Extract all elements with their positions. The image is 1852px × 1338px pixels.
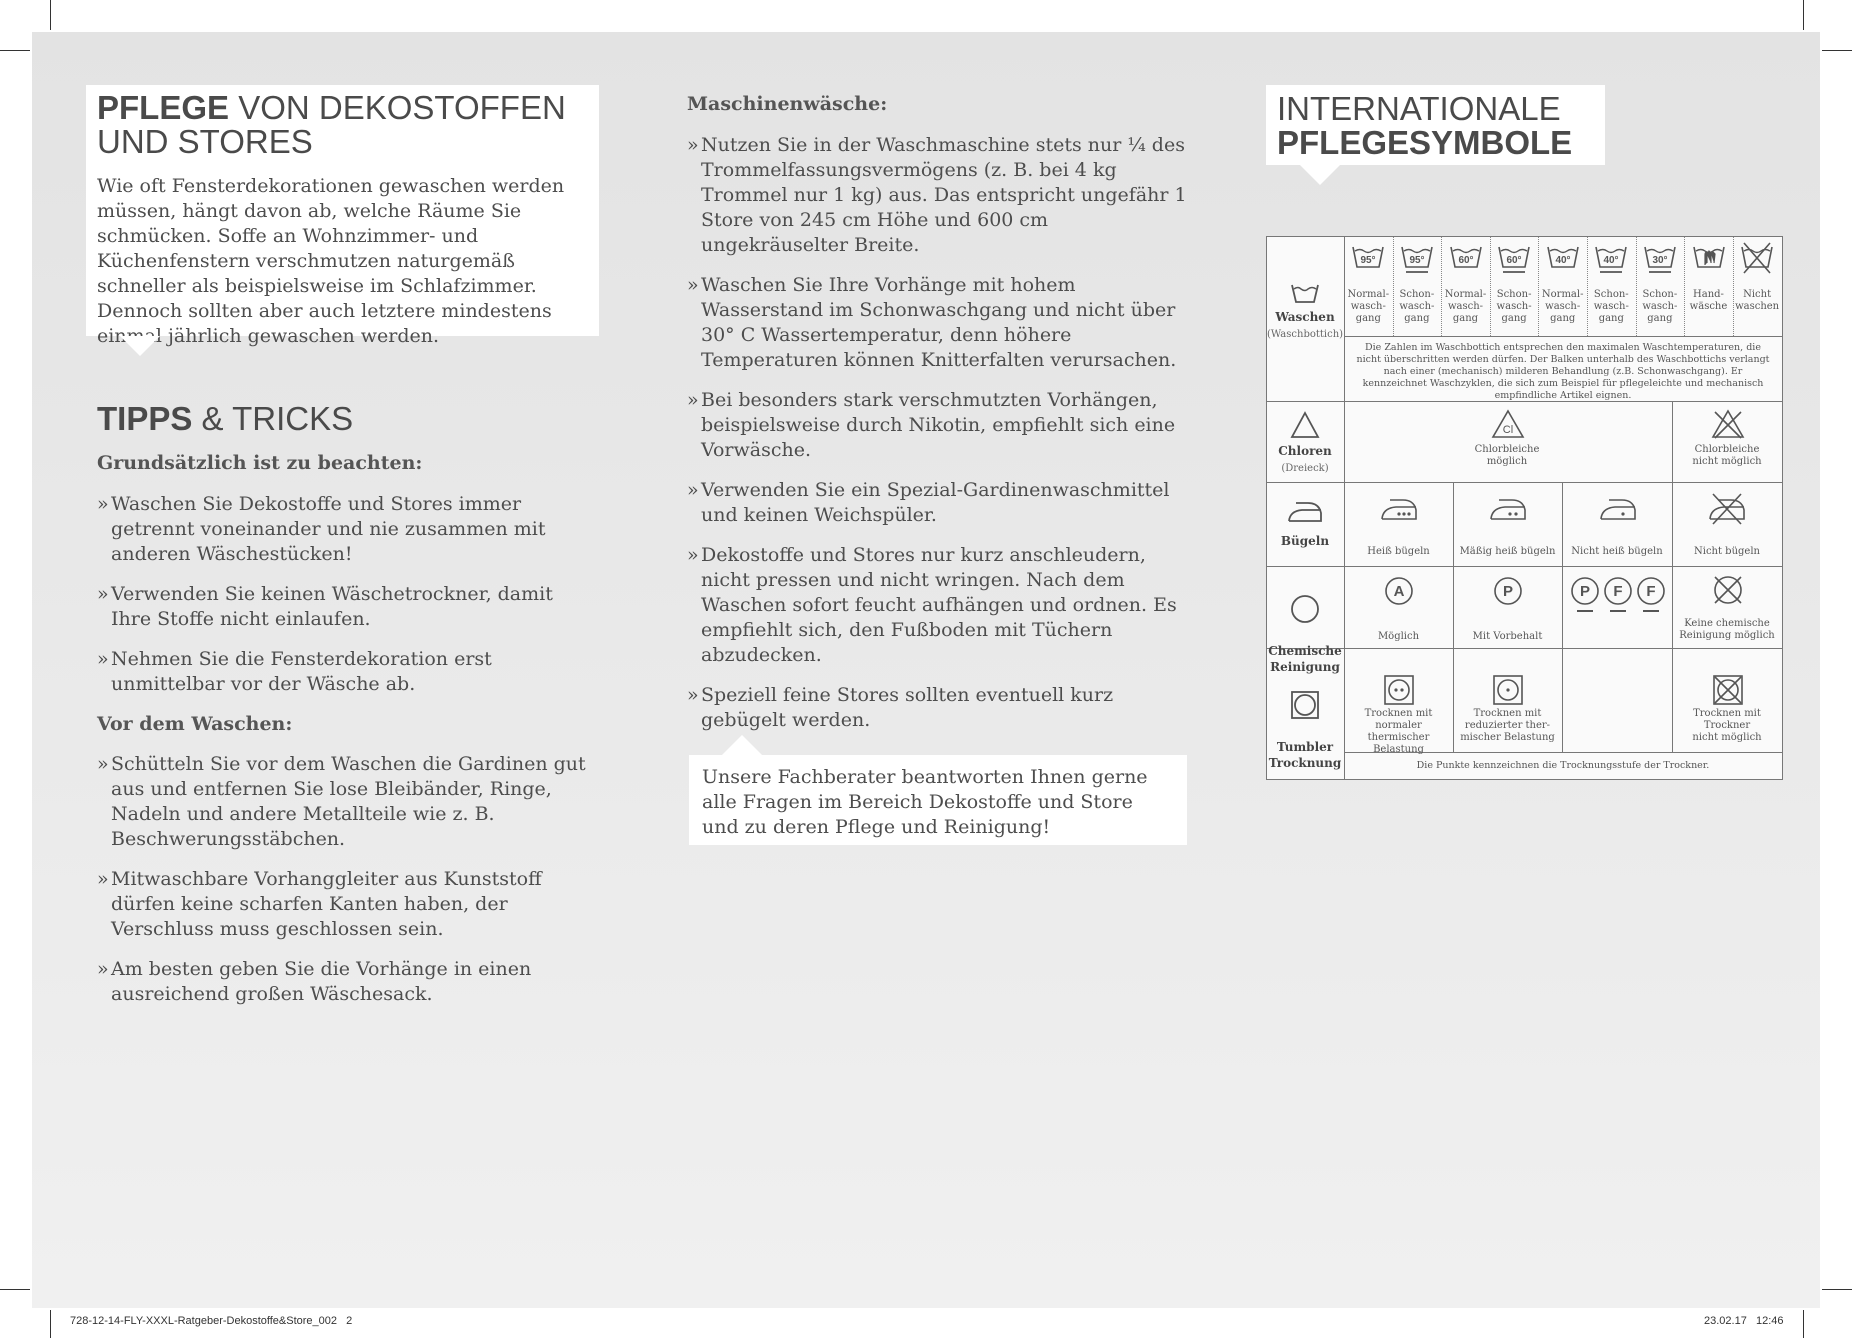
general-heading: Grundsätzlich ist zu beachten: [97,452,423,474]
iron-caption-none: Nicht bügeln [1694,546,1760,557]
iron-row-label [1267,499,1343,549]
list-item-text: Schütteln Sie vor dem Waschen die Gardinen gut aus und entfernen Sie lose Bleibänder, Ringe, Nadeln und andere Metallteile wie z. B. Beschwerungsstäbchen. [111,753,586,850]
wash-temp-label: 95° [1360,255,1376,266]
iron-low-icon [1598,495,1638,523]
list-item [687,388,1187,463]
wash-note: Die Zahlen im Waschbottich entsprechen den maximalen Waschtemperaturen, die nicht überschritten werden dürfen. Der Balken unterhalb des Waschbottichs verlangt nach einer (mechanisch) milderen Behandlung (z.B. Schonwaschgang). Er kennzeichnet Waschzyklen, die sich zum Beispiel für pflegeleichte und mechanisch empfindliche Artikel eignen. [1356,342,1770,401]
iron-caption-medium: Mäßig heiß bügeln [1459,546,1556,557]
symbols-title [1277,92,1572,160]
dry-note: Die Punkte kennzeichnen die Trocknungsstufe der Trockner. [1416,760,1710,771]
list-item [687,543,1187,668]
symbols-title-pointer [1300,165,1340,185]
crop-mark [1803,0,1804,30]
list-item-text: Verwenden Sie ein Spezial-Gardinenwaschmittel und keinen Weichspüler. [701,479,1170,526]
clean-p-icon [1492,575,1524,607]
clean-a-icon [1383,575,1415,607]
iron-caption-low: Nicht heiß bügeln [1571,546,1663,557]
wash-tub-temp-icon [1497,241,1531,275]
bullet: » [687,544,699,566]
list-item [97,957,597,1007]
list-item [97,647,597,697]
list-item-text: Am besten geben Sie die Vorhänge in einen ausreichend großen Wäschesack. [111,958,532,1005]
wash-temp-label: 60° [1506,255,1522,266]
clean-caption-possible: Möglich [1377,631,1420,642]
dry-label: Tumbler Trocknung [1268,740,1342,770]
clean-letter-a: A [1393,583,1405,600]
dry-row-label [1267,673,1343,771]
bullet: » [97,753,109,775]
machine-list [687,133,1187,748]
wash-caption: Hand- wäsche [1689,289,1728,312]
dry-reduced-icon [1492,674,1524,706]
wash-temp-label: 40° [1555,255,1571,266]
clean-letter-f2: F [1646,583,1656,600]
list-item-text: Bei besonders stark verschmutzten Vorhängen, beispielsweise durch Nikotin, empfiehlt sich eine Vorwäsche. [701,389,1176,461]
wash-caption: Nicht waschen [1735,289,1780,312]
wash-tub-temp-icon [1449,241,1483,275]
clean-letter-p2: P [1579,583,1591,600]
crop-mark [1803,1310,1804,1338]
symbols-title-box [1266,85,1605,165]
care-intro: Wie oft Fensterdekorationen gewaschen werden müssen, hängt davon ab, welche Räume Sie schmücken. Soffe an Wohnzimmer- und Küchenfenstern verschmutzen naturgemäß schneller als beispielsweise im Schlafzimmer. Dennoch sollten aber auch letztere mindestens einmal jährlich gewaschen werden. [97,175,565,347]
advice-box-pointer [722,735,762,755]
column-divider [1562,482,1563,752]
wash-caption: Schon- wasch- gang [1496,289,1532,324]
row-divider [1344,336,1782,337]
care-title-line2: UND STORES [97,123,313,160]
list-item-text: Dekostoffe und Stores nur kurz anschleudern, nicht pressen und nicht wringen. Nach dem Waschen sofort feucht aufhängen und ordnen. Es empfiehlt sich, den Fußboden mit Tüchern abzudecken. [701,544,1177,666]
care-title-bold: PFLEGE [97,89,230,126]
clean-caption-conditional: Mit Vorbehalt [1472,631,1543,642]
no-wash-icon [1740,241,1774,275]
no-dry-icon [1712,674,1744,706]
footer-file: 728-12-14-FLY-XXXL-Ratgeber-Dekostoffe&Store_002 2 [70,1315,353,1327]
symbols-title-line1: INTERNATIONALE [1277,90,1561,127]
wash-temp-label: 60° [1457,255,1474,266]
tumbler-icon [1289,689,1321,721]
symbols-title-line2: PFLEGESYMBOLE [1277,124,1573,161]
wash-temp-label: 30° [1652,255,1668,266]
wash-tub-temp-icon [1400,241,1434,275]
list-item [687,133,1187,258]
tips-title [97,402,353,436]
crop-mark [1822,50,1852,51]
dry-normal-icon [1383,674,1415,706]
list-item-text: Nutzen Sie in der Waschmaschine stets nur ¼ des Trommelfassungsvermögens (z. B. bei 4 kg Trommel nur 1 kg) aus. Das entspricht ungefähr 1 Store von 245 cm Höhe und 600 cm ungekräuselter Breite. [701,134,1187,256]
list-item [97,867,597,942]
dry-caption-normal: Trocknen mit normaler thermischer Belastung [1364,708,1433,755]
list-item-text: Verwenden Sie keinen Wäschetrockner, damit Ihre Stoffe nicht einlaufen. [111,583,553,630]
general-list [97,492,597,712]
chlor-label: Chloren [1278,444,1332,458]
wash-caption: Normal- wasch- gang [1444,289,1487,324]
wash-tub-icon [1290,281,1320,305]
chlor-sub: (Dreieck) [1281,463,1329,474]
care-title [97,91,566,159]
chlor-yes-caption: Chlorbleiche möglich [1474,444,1540,467]
crop-mark [0,1289,30,1290]
crop-mark [50,0,51,30]
advice-text: Unsere Fachberater beantworten Ihnen gerne alle Fragen im Bereich Dekostoffe und Store und zu deren Pflege und Reinigung! [702,766,1148,838]
no-iron-icon [1707,492,1747,526]
wash-tub-temp-icon [1594,241,1628,275]
list-item [97,582,597,632]
circle-icon [1289,593,1321,625]
wash-tub-temp-icon [1643,241,1677,275]
clean-pff-icon [1568,575,1668,615]
bullet: » [97,493,109,515]
bullet: » [687,684,699,706]
list-item-text: Speziell feine Stores sollten eventuell kurz gebügelt werden. [701,684,1114,731]
wash-temp-label: 40° [1603,255,1619,266]
bullet: » [687,389,699,411]
wash-caption: Schon- wasch- gang [1399,289,1435,324]
list-item [97,752,597,852]
crop-mark [50,1310,51,1338]
machine-heading: Maschinenwäsche: [687,93,888,115]
bullet: » [97,958,109,980]
wash-sub: (Waschbottich) [1267,329,1344,340]
bullet: » [97,583,109,605]
no-clean-icon [1711,573,1745,607]
iron-caption-hot: Heiß bügeln [1367,546,1430,557]
bullet: » [97,868,109,890]
tips-title-bold: TIPPS [97,400,193,437]
bullet: » [687,134,699,156]
bullet: » [687,274,699,296]
before-list [97,752,597,1022]
care-box [86,85,599,347]
wash-tub-temp-icon [1546,241,1580,275]
iron-medium-icon [1488,495,1528,523]
iron-icon [1286,499,1324,525]
triangle-icon [1290,411,1320,439]
list-item-text: Mitwaschbare Vorhanggleiter aus Kunststoff dürfen keine scharfen Kanten haben, der Verschluss muss geschlossen sein. [111,868,542,940]
care-title-rest: VON DEKOSTOFFEN [229,89,566,126]
hand-wash-icon [1692,241,1726,275]
wash-label: Waschen [1275,310,1335,324]
list-item [97,492,597,567]
list-item [687,273,1187,373]
wash-caption: Schon- wasch- gang [1642,289,1678,324]
dry-caption-reduced: Trocknen mit reduzierter ther- mischer Belastung [1460,708,1555,743]
iron-label: Bügeln [1280,534,1330,548]
wash-temp-label: 95° [1409,255,1425,266]
care-symbols-table [1266,236,1783,780]
before-heading: Vor dem Waschen: [97,713,293,735]
crop-mark [0,50,30,51]
footer-date: 23.02.17 12:46 [1704,1315,1784,1327]
clean-letter-p: P [1502,583,1514,600]
list-item-text: Nehmen Sie die Fensterdekoration erst unmittelbar vor der Wäsche ab. [111,648,492,695]
no-chlor-icon [1711,409,1745,439]
column-divider [1733,237,1734,336]
clean-caption-none: Keine chemische Reinigung möglich [1679,618,1775,641]
bullet: » [687,479,699,501]
list-item-text: Waschen Sie Ihre Vorhänge mit hohem Wasserstand im Schonwaschgang und nicht über 30° C Wassertemperatur, denn höhere Temperaturen können Knitterfalten verursachen. [701,274,1177,371]
clean-row-label [1267,577,1343,675]
chlor-row-label [1267,411,1343,477]
wash-caption: Normal- wasch- gang [1347,289,1390,324]
list-item [687,683,1187,733]
chlor-triangle-icon [1491,409,1525,439]
clean-label: Chemische Reinigung [1268,644,1342,674]
clean-letter-f: F [1613,583,1623,600]
chlor-symbol: Cl [1502,424,1514,436]
tips-title-rest: & TRICKS [192,400,354,437]
wash-row-label [1267,281,1343,343]
bullet: » [97,648,109,670]
column-divider [1672,401,1673,482]
list-item-text: Waschen Sie Dekostoffe und Stores immer getrennt voneinander und nie zusammen mit anderen Wäschestücken! [111,493,546,565]
wash-tub-temp-icon [1351,241,1385,275]
dry-caption-none: Trocknen mit Trockner nicht möglich [1692,708,1762,743]
advice-box [689,755,1187,845]
chlor-no-caption: Chlorbleiche nicht möglich [1692,444,1762,467]
wash-caption: Schon- wasch- gang [1593,289,1629,324]
crop-mark [1822,1289,1852,1290]
wash-caption: Normal- wasch- gang [1541,289,1584,324]
iron-hot-icon [1379,495,1419,523]
list-item [687,478,1187,528]
care-box-pointer [120,336,160,356]
